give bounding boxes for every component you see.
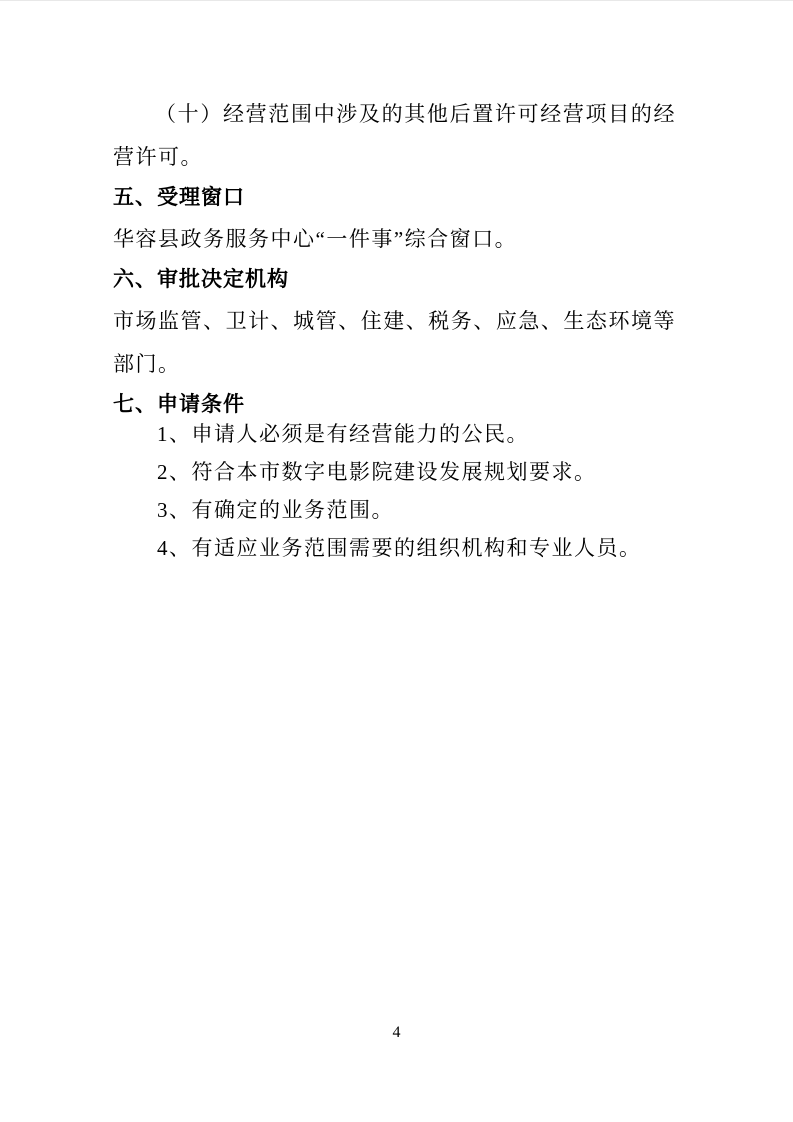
section-body-acceptance-window: 华容县政务服务中心“一件事”综合窗口。 bbox=[113, 227, 518, 251]
condition-item-2: 2、符合本市数字电影院建设发展规划要求。 bbox=[157, 460, 597, 484]
condition-item-4: 4、有适应业务范围需要的组织机构和专业人员。 bbox=[157, 536, 642, 560]
section-heading-approval-authority: 六、审批决定机构 bbox=[113, 268, 289, 291]
page-number: 4 bbox=[392, 1024, 401, 1041]
condition-item-3: 3、有确定的业务范围。 bbox=[157, 498, 394, 522]
intro-paragraph: （十）经营范围中涉及的其他后置许可经营项目的经营许可。 bbox=[113, 102, 676, 169]
section-body-approval-authority: 市场监管、卫计、城管、住建、税务、应急、生态环境等部门。 bbox=[113, 309, 676, 376]
condition-item-1: 1、申请人必须是有经营能力的公民。 bbox=[157, 422, 529, 446]
section-heading-acceptance-window: 五、受理窗口 bbox=[113, 186, 245, 209]
page-content bbox=[113, 93, 676, 567]
section-heading-application-conditions: 七、申请条件 bbox=[113, 393, 245, 416]
application-conditions-list bbox=[113, 415, 676, 567]
